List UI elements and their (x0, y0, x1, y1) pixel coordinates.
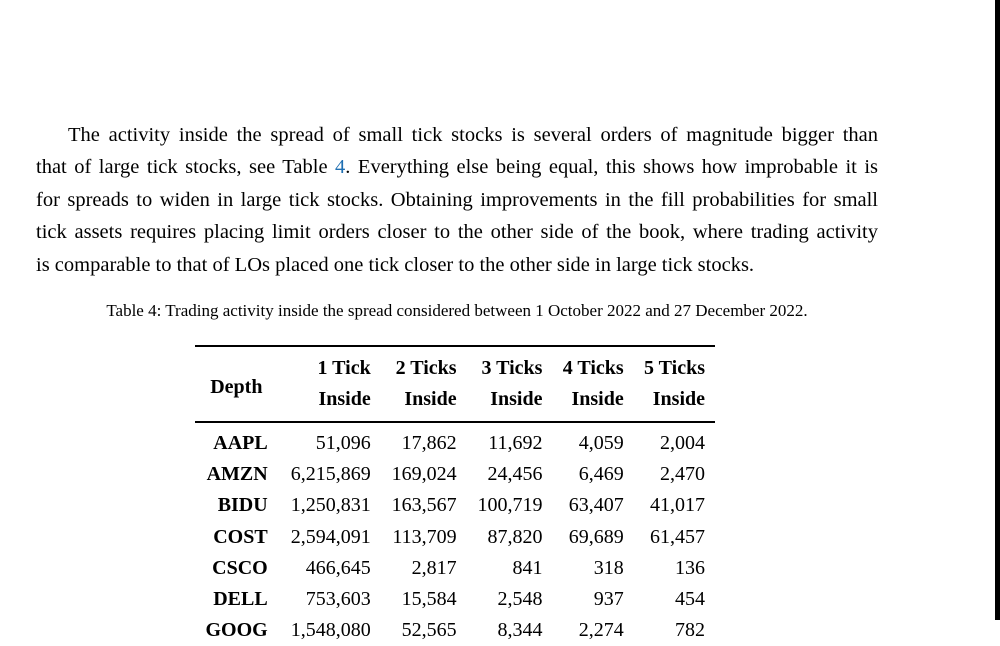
column-header-top: 4 Ticks (552, 346, 633, 384)
value-cell: 8,344 (497, 619, 543, 642)
table-row (195, 615, 715, 646)
value-cell: 753,603 (305, 588, 371, 611)
value-cell: 841 (512, 556, 543, 579)
column-header-bottom: Inside (467, 384, 553, 422)
value-cell: 1,548,080 (290, 619, 371, 642)
value-cell: 454 (675, 588, 705, 611)
paragraph-line-1: The activity inside the spread of small tick stocks is several orders of magnitude bigger than (68, 124, 878, 146)
column-header-bottom: Inside (278, 384, 381, 422)
value-cell: 782 (675, 619, 705, 642)
value-cell: 2,274 (578, 619, 624, 642)
column-header-top: 1 Tick (278, 346, 381, 384)
value-cell: 136 (675, 556, 705, 579)
value-cell: 169,024 (391, 463, 457, 486)
value-cell: 466,645 (305, 556, 371, 579)
value-cell: 2,004 (660, 432, 705, 454)
paragraph-line-3: for spreads to widen in large tick stocks. Obtaining improvements in the fill probabilities for small (36, 188, 878, 211)
paragraph-line-2 (36, 151, 878, 183)
column-header-bottom: Inside (552, 384, 633, 422)
value-cell: 15,584 (401, 588, 457, 611)
ticker-cell: DELL (213, 588, 268, 611)
value-cell: 6,215,869 (290, 463, 371, 486)
ticker-cell: GOOG (205, 619, 268, 642)
paragraph-line-2-start: that of large tick stocks, see Table (36, 156, 328, 179)
value-cell: 2,817 (411, 556, 457, 579)
trading-activity-table (195, 345, 715, 646)
value-cell: 163,567 (391, 494, 457, 517)
paragraph-line-2-end: . Everything else being equal, this shows how improbable it is (345, 156, 878, 179)
table-row (195, 553, 715, 584)
value-cell: 17,862 (401, 432, 457, 454)
table-caption: Table 4: Trading activity inside the spread considered between 1 October 2022 and 27 December 2022. (106, 301, 808, 320)
value-cell: 4,059 (578, 432, 624, 454)
ticker-cell: COST (213, 525, 268, 548)
column-header-bottom: Inside (381, 384, 467, 422)
value-cell: 2,548 (497, 588, 543, 611)
value-cell: 318 (593, 556, 624, 579)
value-cell: 52,565 (401, 619, 457, 642)
paragraph-line-4: tick assets requires placing limit orders closer to the other side of the book, where trading activity (36, 221, 878, 244)
value-cell: 51,096 (315, 432, 371, 454)
value-cell: 63,407 (568, 494, 624, 517)
value-cell: 87,820 (487, 525, 543, 548)
column-header-bottom: Inside (634, 384, 715, 422)
value-cell: 113,709 (392, 525, 457, 548)
table-row (195, 422, 715, 459)
depth-header: Depth (195, 346, 278, 422)
value-cell: 100,719 (477, 494, 543, 517)
page-edge-bar (995, 0, 1000, 620)
ticker-cell: AAPL (213, 432, 268, 454)
value-cell: 61,457 (650, 525, 705, 548)
column-header-top: 3 Ticks (467, 346, 553, 384)
value-cell: 937 (593, 588, 624, 611)
table-row (195, 490, 715, 521)
table-row (195, 459, 715, 490)
value-cell: 69,689 (568, 525, 624, 548)
column-header-top: 2 Ticks (381, 346, 467, 384)
value-cell: 6,469 (578, 463, 624, 486)
value-cell: 2,470 (660, 463, 705, 486)
ticker-cell: AMZN (206, 463, 268, 486)
value-cell: 2,594,091 (290, 525, 371, 548)
value-cell: 24,456 (487, 463, 543, 486)
ticker-cell: BIDU (217, 494, 268, 517)
table-reference-link[interactable]: 4 (335, 156, 346, 179)
body-paragraph (36, 119, 878, 281)
paragraph-line-5: is comparable to that of LOs placed one tick closer to the other side in large tick stocks. (36, 253, 755, 276)
value-cell: 1,250,831 (290, 494, 371, 517)
value-cell: 41,017 (650, 494, 705, 517)
table-row (195, 584, 715, 615)
column-header-top: 5 Ticks (634, 346, 715, 384)
table-row (195, 522, 715, 553)
ticker-cell: CSCO (212, 556, 268, 579)
value-cell: 11,692 (488, 432, 543, 454)
